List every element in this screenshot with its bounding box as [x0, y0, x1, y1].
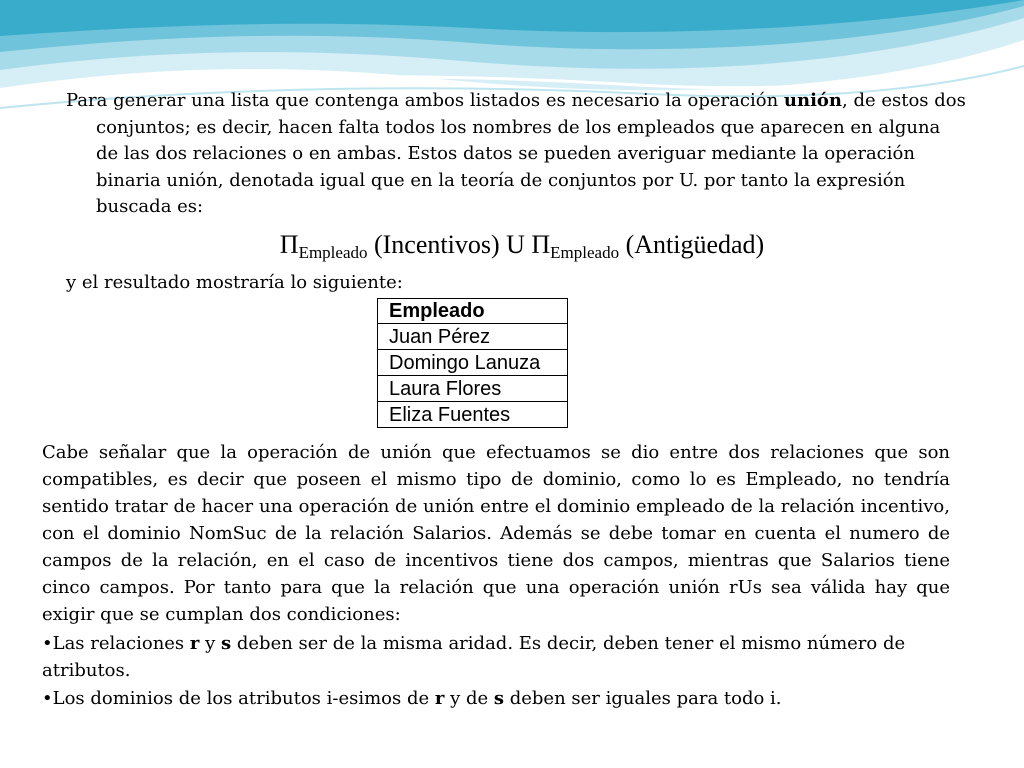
formula-relation-1: (Incentivos) U: [367, 230, 532, 259]
table-row: [378, 324, 568, 350]
formula-subscript-1: Empleado: [298, 243, 368, 262]
table-cell: Juan Pérez: [378, 324, 568, 350]
intro-text-after: , de estos dos conjuntos; es decir, hacen falta todos los nombres de los empleados que aparecen en alguna de las dos relaciones o en ambas. Estos datos se pueden averiguar mediante la operación binaria unión, denotada igual que en la teoría de conjuntos por U. por tanto la expresión buscada es:: [96, 90, 966, 217]
intro-bold-word: unión: [783, 90, 842, 111]
condition-text: y de: [444, 688, 494, 709]
relation-s: s: [493, 688, 505, 709]
empleado-result-table: [377, 298, 568, 428]
intro-text-before: Para generar una lista que contenga ambos listados es necesario la operación: [66, 90, 784, 111]
explanation-paragraph: Cabe señalar que la operación de unión que efectuamos se dio entre dos relaciones que son compatibles, es decir que poseen el mismo tipo de dominio, como lo es Empleado, no tendría sentido tratar de hacer una operación de unión entre el dominio empleado de la relación incentivo, con el dominio NomSuc de la relación Salarios. Además se debe tomar en cuenta el numero de campos de la relación, en el caso de incentivos tiene dos campos, mientras que Salarios tiene cinco campos. Por tanto para que la relación que una operación unión rUs sea válida hay que exigir que se cumplan dos condiciones:: [42, 442, 950, 625]
condition-bullet-1: [42, 630, 952, 684]
table-cell: Domingo Lanuza: [378, 350, 568, 376]
projection-union-formula: [0, 228, 1024, 262]
condition-text: Los dominios de los atributos i-esimos de: [52, 688, 435, 709]
pi-symbol-2: Π: [531, 230, 551, 259]
table-row: [378, 376, 568, 402]
condition-bullet-2: [42, 685, 952, 712]
relation-s: s: [221, 633, 232, 654]
formula-relation-2: (Antigüedad): [619, 230, 765, 259]
bullet-dot: •: [42, 688, 53, 709]
relation-r: r: [434, 688, 445, 709]
table-row: [378, 350, 568, 376]
condition-text: deben ser iguales para todo i.: [504, 688, 782, 709]
intro-paragraph: [66, 88, 966, 221]
table-cell: Laura Flores: [378, 376, 568, 402]
bullet-dot: •: [42, 633, 53, 654]
relation-r: r: [189, 633, 200, 654]
condition-text: y: [199, 633, 222, 654]
table-row: [378, 402, 568, 428]
condition-text: deben ser de la misma aridad. Es decir, deben tener el mismo número de atributos.: [42, 633, 906, 681]
result-intro-text: y el resultado mostraría lo siguiente:: [66, 272, 403, 293]
table-header-row: [378, 299, 568, 324]
table-cell: Eliza Fuentes: [378, 402, 568, 428]
condition-text: Las relaciones: [52, 633, 190, 654]
formula-subscript-2: Empleado: [550, 243, 620, 262]
pi-symbol-1: Π: [279, 230, 299, 259]
table-header-cell: Empleado: [378, 299, 568, 324]
